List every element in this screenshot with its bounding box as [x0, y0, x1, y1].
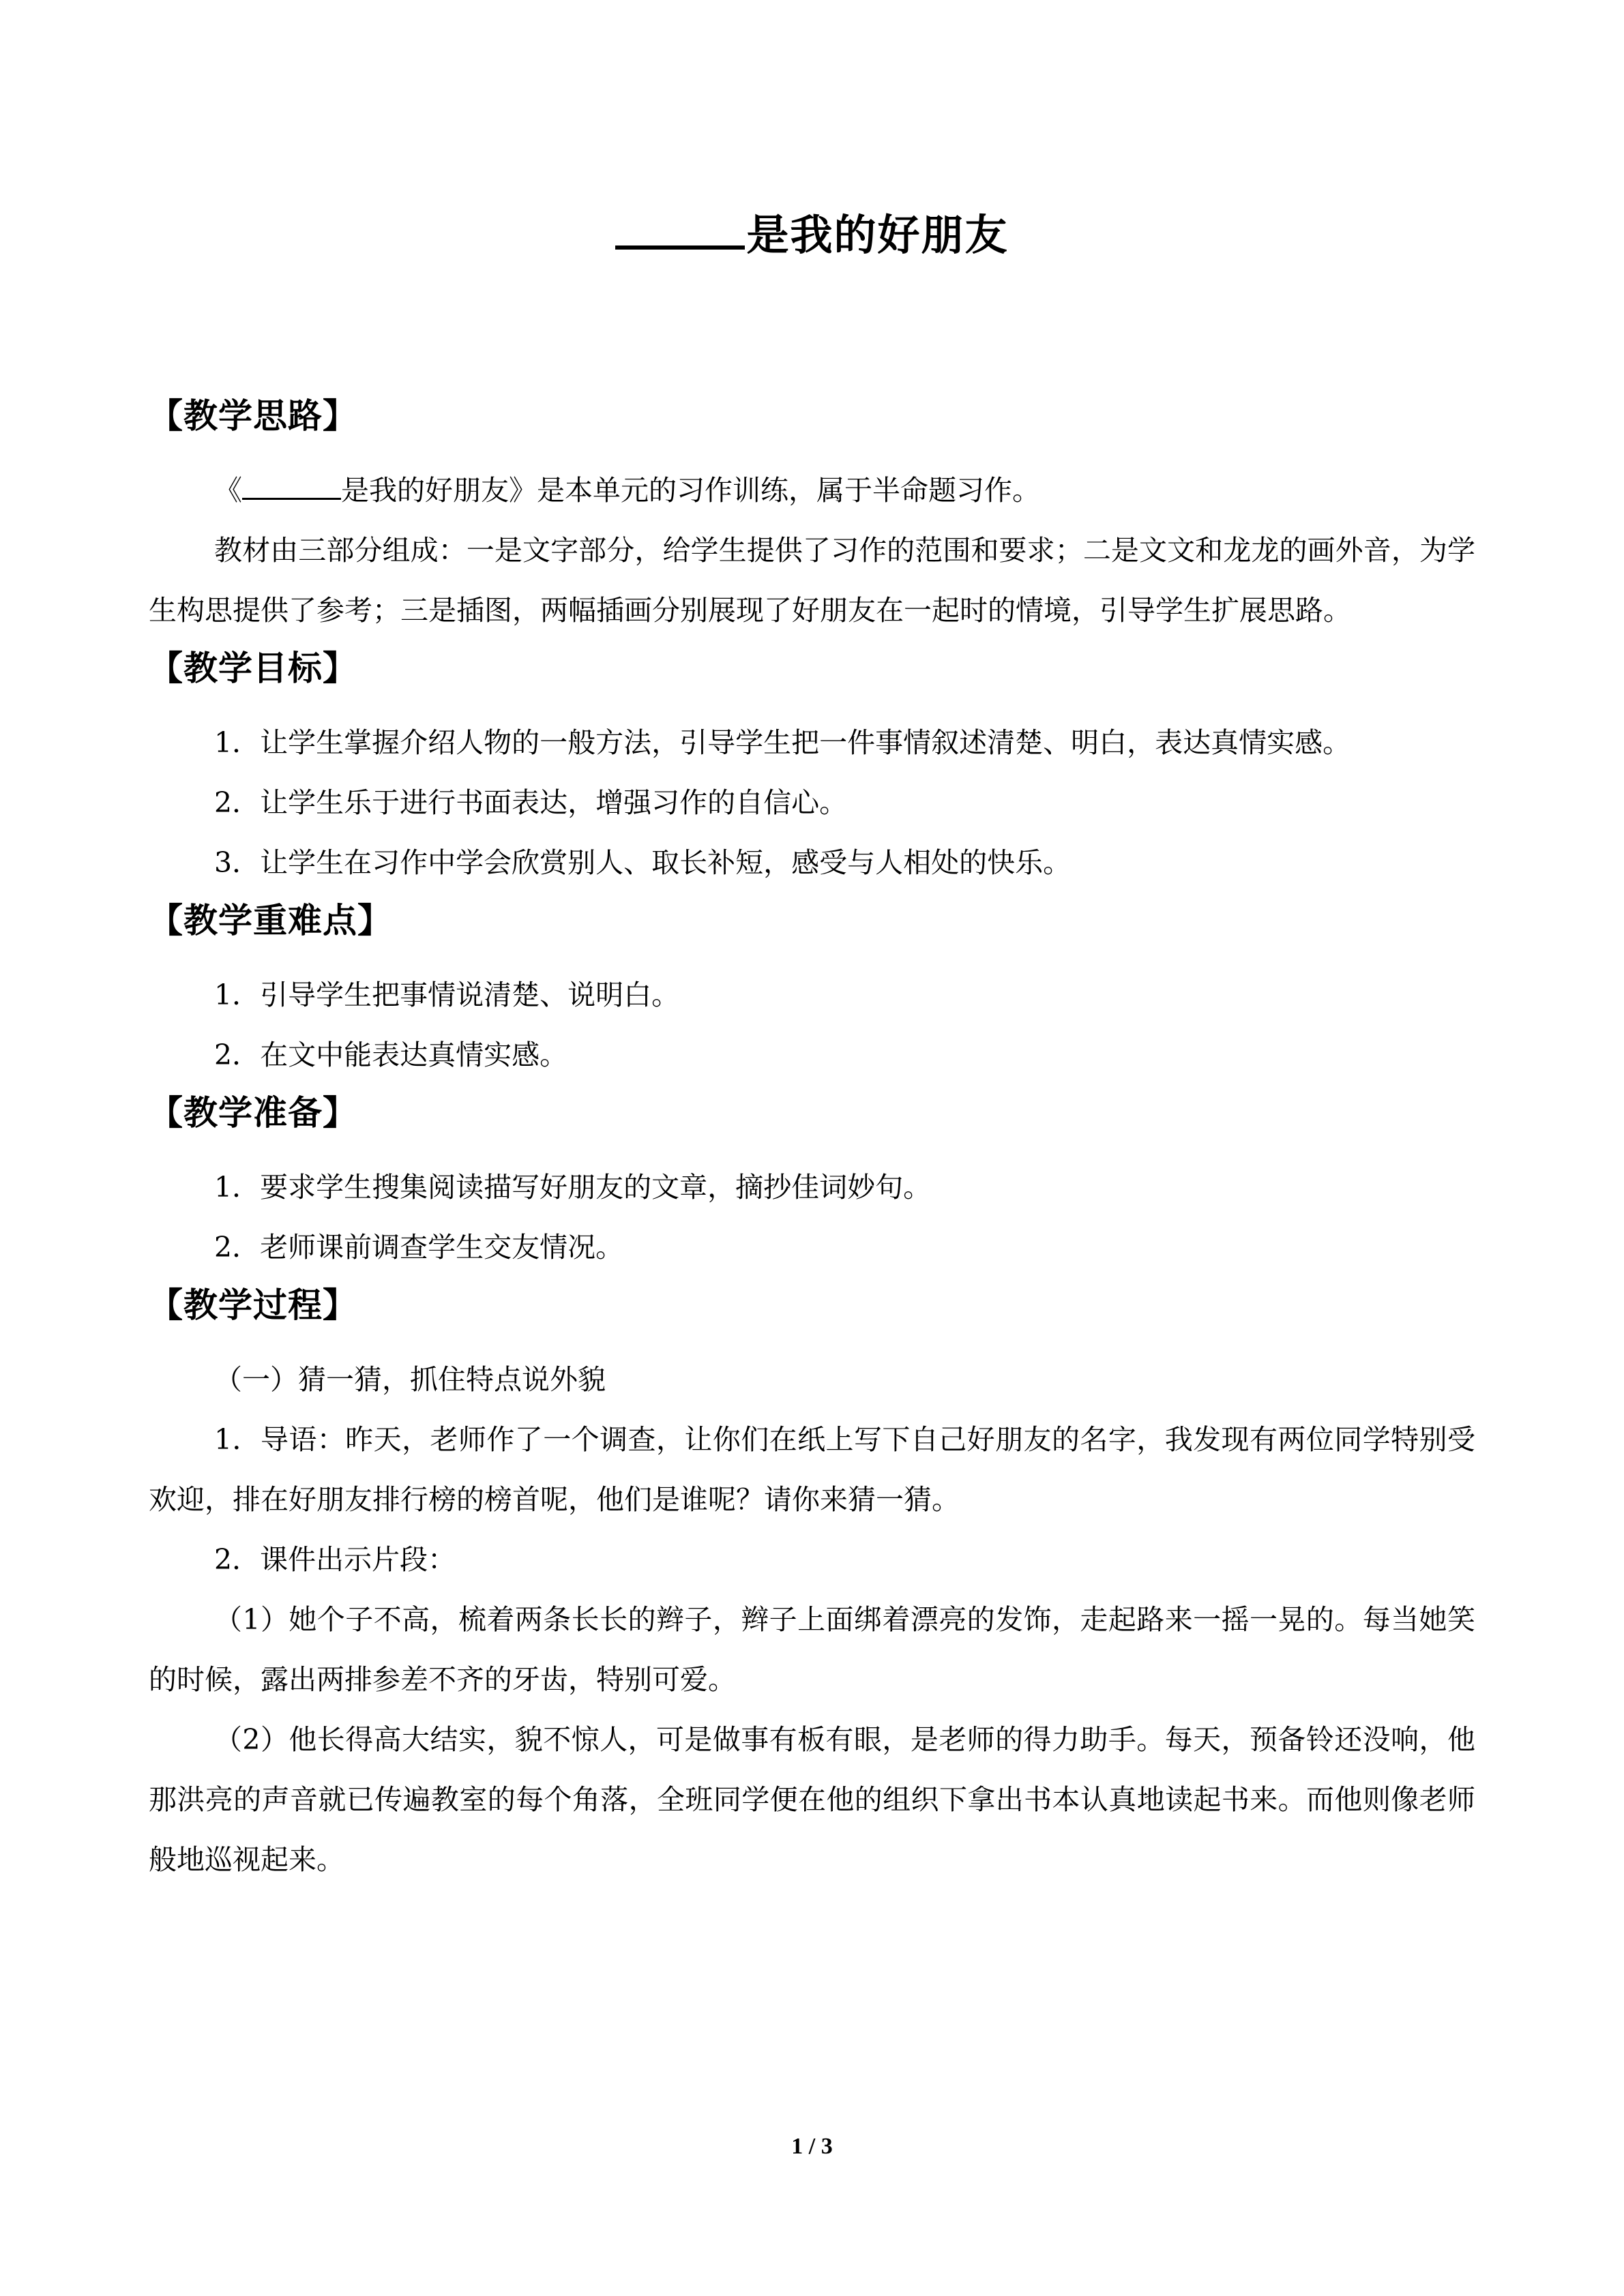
thinking-p1-rest: 是我的好朋友》是本单元的习作训练，属于半命题习作。 [341, 474, 1040, 507]
goals-item-1: 1．让学生掌握介绍人物的一般方法，引导学生把一件事情叙述清楚、明白，表达真情实感。 [214, 726, 1351, 759]
preparation-item-1: 1．要求学生搜集阅读描写好朋友的文章，摘抄佳词妙句。 [214, 1171, 932, 1204]
goals-item-2: 2．让学生乐于进行书面表达，增强习作的自信心。 [214, 786, 848, 819]
process-item-2: 1．导语：昨天，老师作了一个调查，让你们在纸上写下自己好朋友的名字，我发现有两位同学特别受欢迎，排在好朋友排行榜的榜首呢，他们是谁呢？请你来猜一猜。 [149, 1423, 1475, 1516]
title-blank-underline [615, 205, 745, 250]
inline-blank-underline [242, 475, 341, 500]
section-heading-goals: 【教学目标】 [149, 648, 357, 688]
thinking-paragraph-2: 教材由三部分组成：一是文字部分，给学生提供了习作的范围和要求；二是文文和龙龙的画外音，为学生构思提供了参考；三是插图，两幅插画分别展现了好朋友在一起时的情境，引导学生扩展思路。 [149, 534, 1475, 627]
process-item-4: （1）她个子不高，梳着两条长长的辫子，辫子上面绑着漂亮的发饰，走起路来一摇一晃的。每当她笑的时候，露出两排参差不齐的牙齿，特别可爱。 [149, 1603, 1475, 1696]
process-item-3: 2．课件出示片段： [214, 1543, 456, 1576]
section-heading-preparation: 【教学准备】 [149, 1093, 357, 1133]
page-number: 1 / 3 [791, 2134, 833, 2159]
title-text: 是我的好朋友 [746, 210, 1009, 260]
thinking-paragraph-1 [149, 460, 1475, 520]
goals-item-3: 3．让学生在习作中学会欣赏别人、取长补短，感受与人相处的快乐。 [214, 846, 1072, 879]
section-heading-thinking: 【教学思路】 [149, 396, 357, 436]
page-title [0, 205, 1624, 266]
key-points-item-1: 1．引导学生把事情说清楚、说明白。 [214, 979, 680, 1011]
section-heading-key-points: 【教学重难点】 [149, 901, 392, 940]
process-item-1: （一）猜一猜，抓住特点说外貌 [214, 1363, 606, 1396]
preparation-item-2: 2．老师课前调查学生交友情况。 [214, 1231, 624, 1264]
process-item-5: （2）他长得高大结实，貌不惊人，可是做事有板有眼，是老师的得力助手。每天，预备铃还没响，他那洪亮的声音就已传遍教室的每个角落，全班同学便在他的组织下拿出书本认真地读起书来。而他则像老师般地巡视起来。 [149, 1723, 1475, 1876]
document-body [149, 392, 1475, 1890]
key-points-item-2: 2．在文中能表达真情实感。 [214, 1039, 568, 1071]
thinking-p1-open: 《 [214, 474, 242, 507]
section-heading-process: 【教学过程】 [149, 1285, 357, 1325]
